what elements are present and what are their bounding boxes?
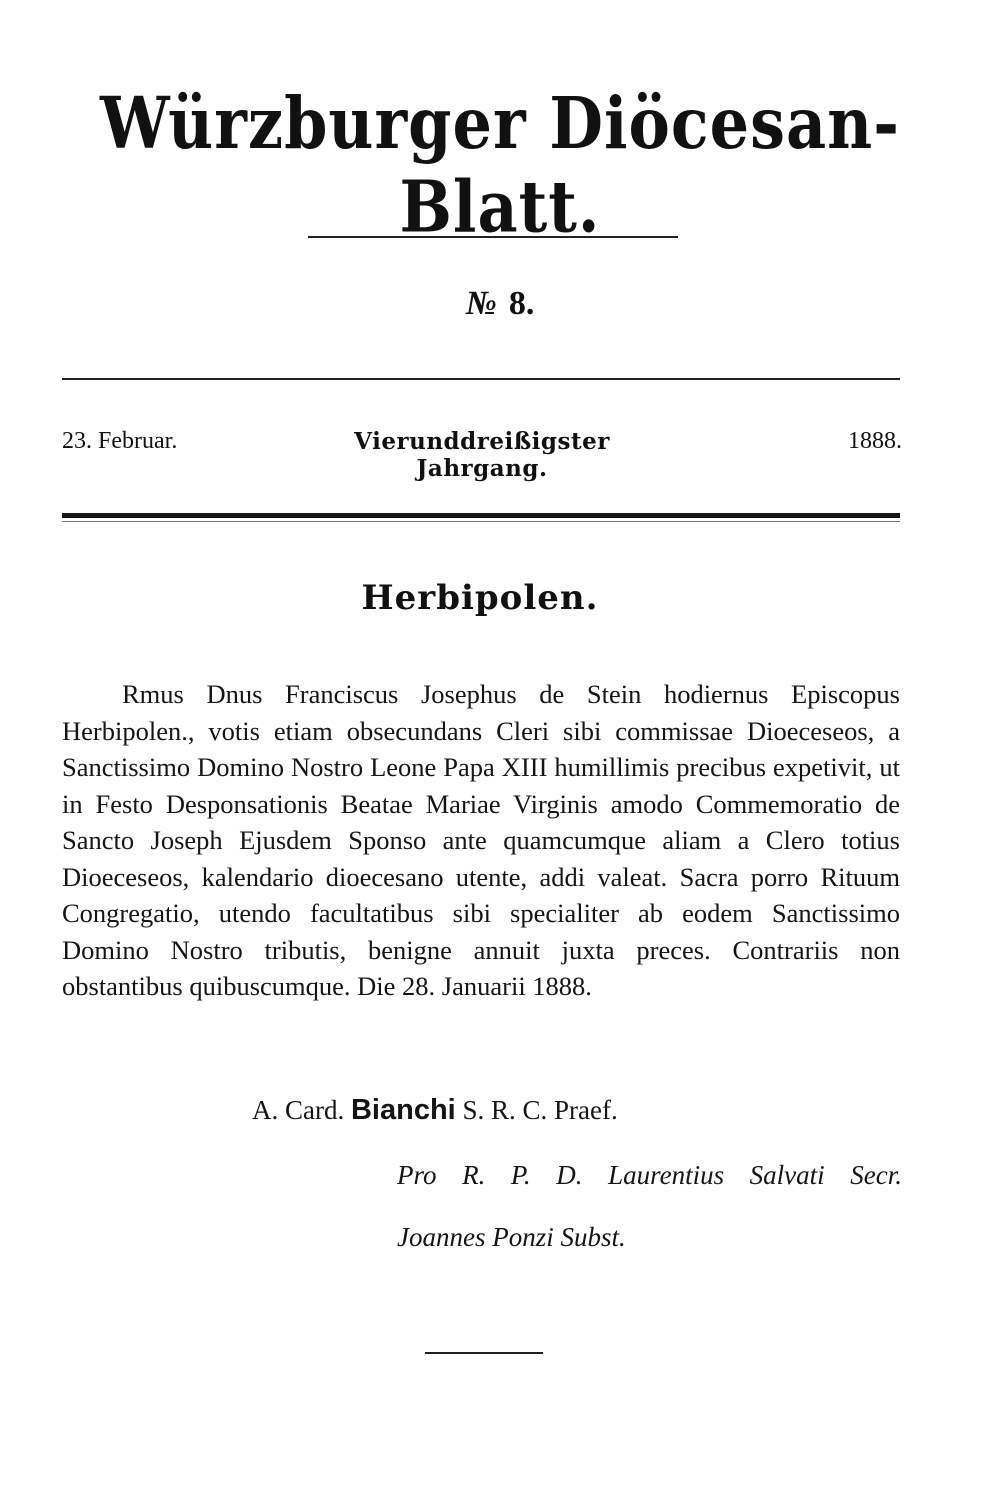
signature-prefect	[252, 1094, 618, 1127]
issue-date: 23. Februar.	[62, 428, 178, 454]
closing-rule	[425, 1352, 543, 1354]
header-thin-rule	[62, 521, 900, 522]
header-thick-rule	[62, 513, 900, 518]
issue-divider	[62, 378, 900, 380]
signature-prefect-suffix: S. R. C. Praef.	[462, 1095, 618, 1125]
volume-label: Vierunddreißigster Jahrgang.	[354, 428, 610, 482]
article-body: Rmus Dnus Franciscus Josephus de Stein hodiernus Episcopus Herbipolen., votis etiam obsecundans Cleri sibi commissae Dioeceseos, a Sanctissimo Domino Nostro Leone Papa XIII humillimis precibus expetivit, ut in Festo Desponsationis Beatae Mariae Virginis amodo Commemoratio de Sancto Joseph Ejusdem Sponso ante quamcumque aliam a Clero totius Dioeceseos, kalendario dioecesano utente, addi valeat. Sacra porro Rituum Congregatio, utendo facultatibus sibi specialiter ab eodem Sanctissimo Domino Nostro tributis, benigne annuit juxta preces. Contrariis non obstantibus quibuscumque. Die 28. Januarii 1888.	[62, 679, 900, 1001]
signature-prefect-prefix: A. Card.	[252, 1095, 345, 1125]
issue-number	[0, 285, 1000, 323]
signature-substitute: Joannes Ponzi Subst.	[397, 1222, 626, 1252]
article-heading: Herbipolen.	[361, 578, 599, 618]
masthead-divider	[308, 236, 678, 238]
issue-year: 1888.	[848, 428, 902, 454]
dateline	[62, 428, 902, 482]
signature-secretary: Pro R. P. D. Laurentius Salvati Secr.	[397, 1160, 902, 1190]
issue-number-value: 8.	[508, 285, 535, 322]
issue-number-symbol: №	[465, 285, 497, 322]
masthead-title: Würzburger Diöcesan-Blatt.	[100, 81, 900, 249]
signature-prefect-name: Bianchi	[350, 1094, 456, 1126]
